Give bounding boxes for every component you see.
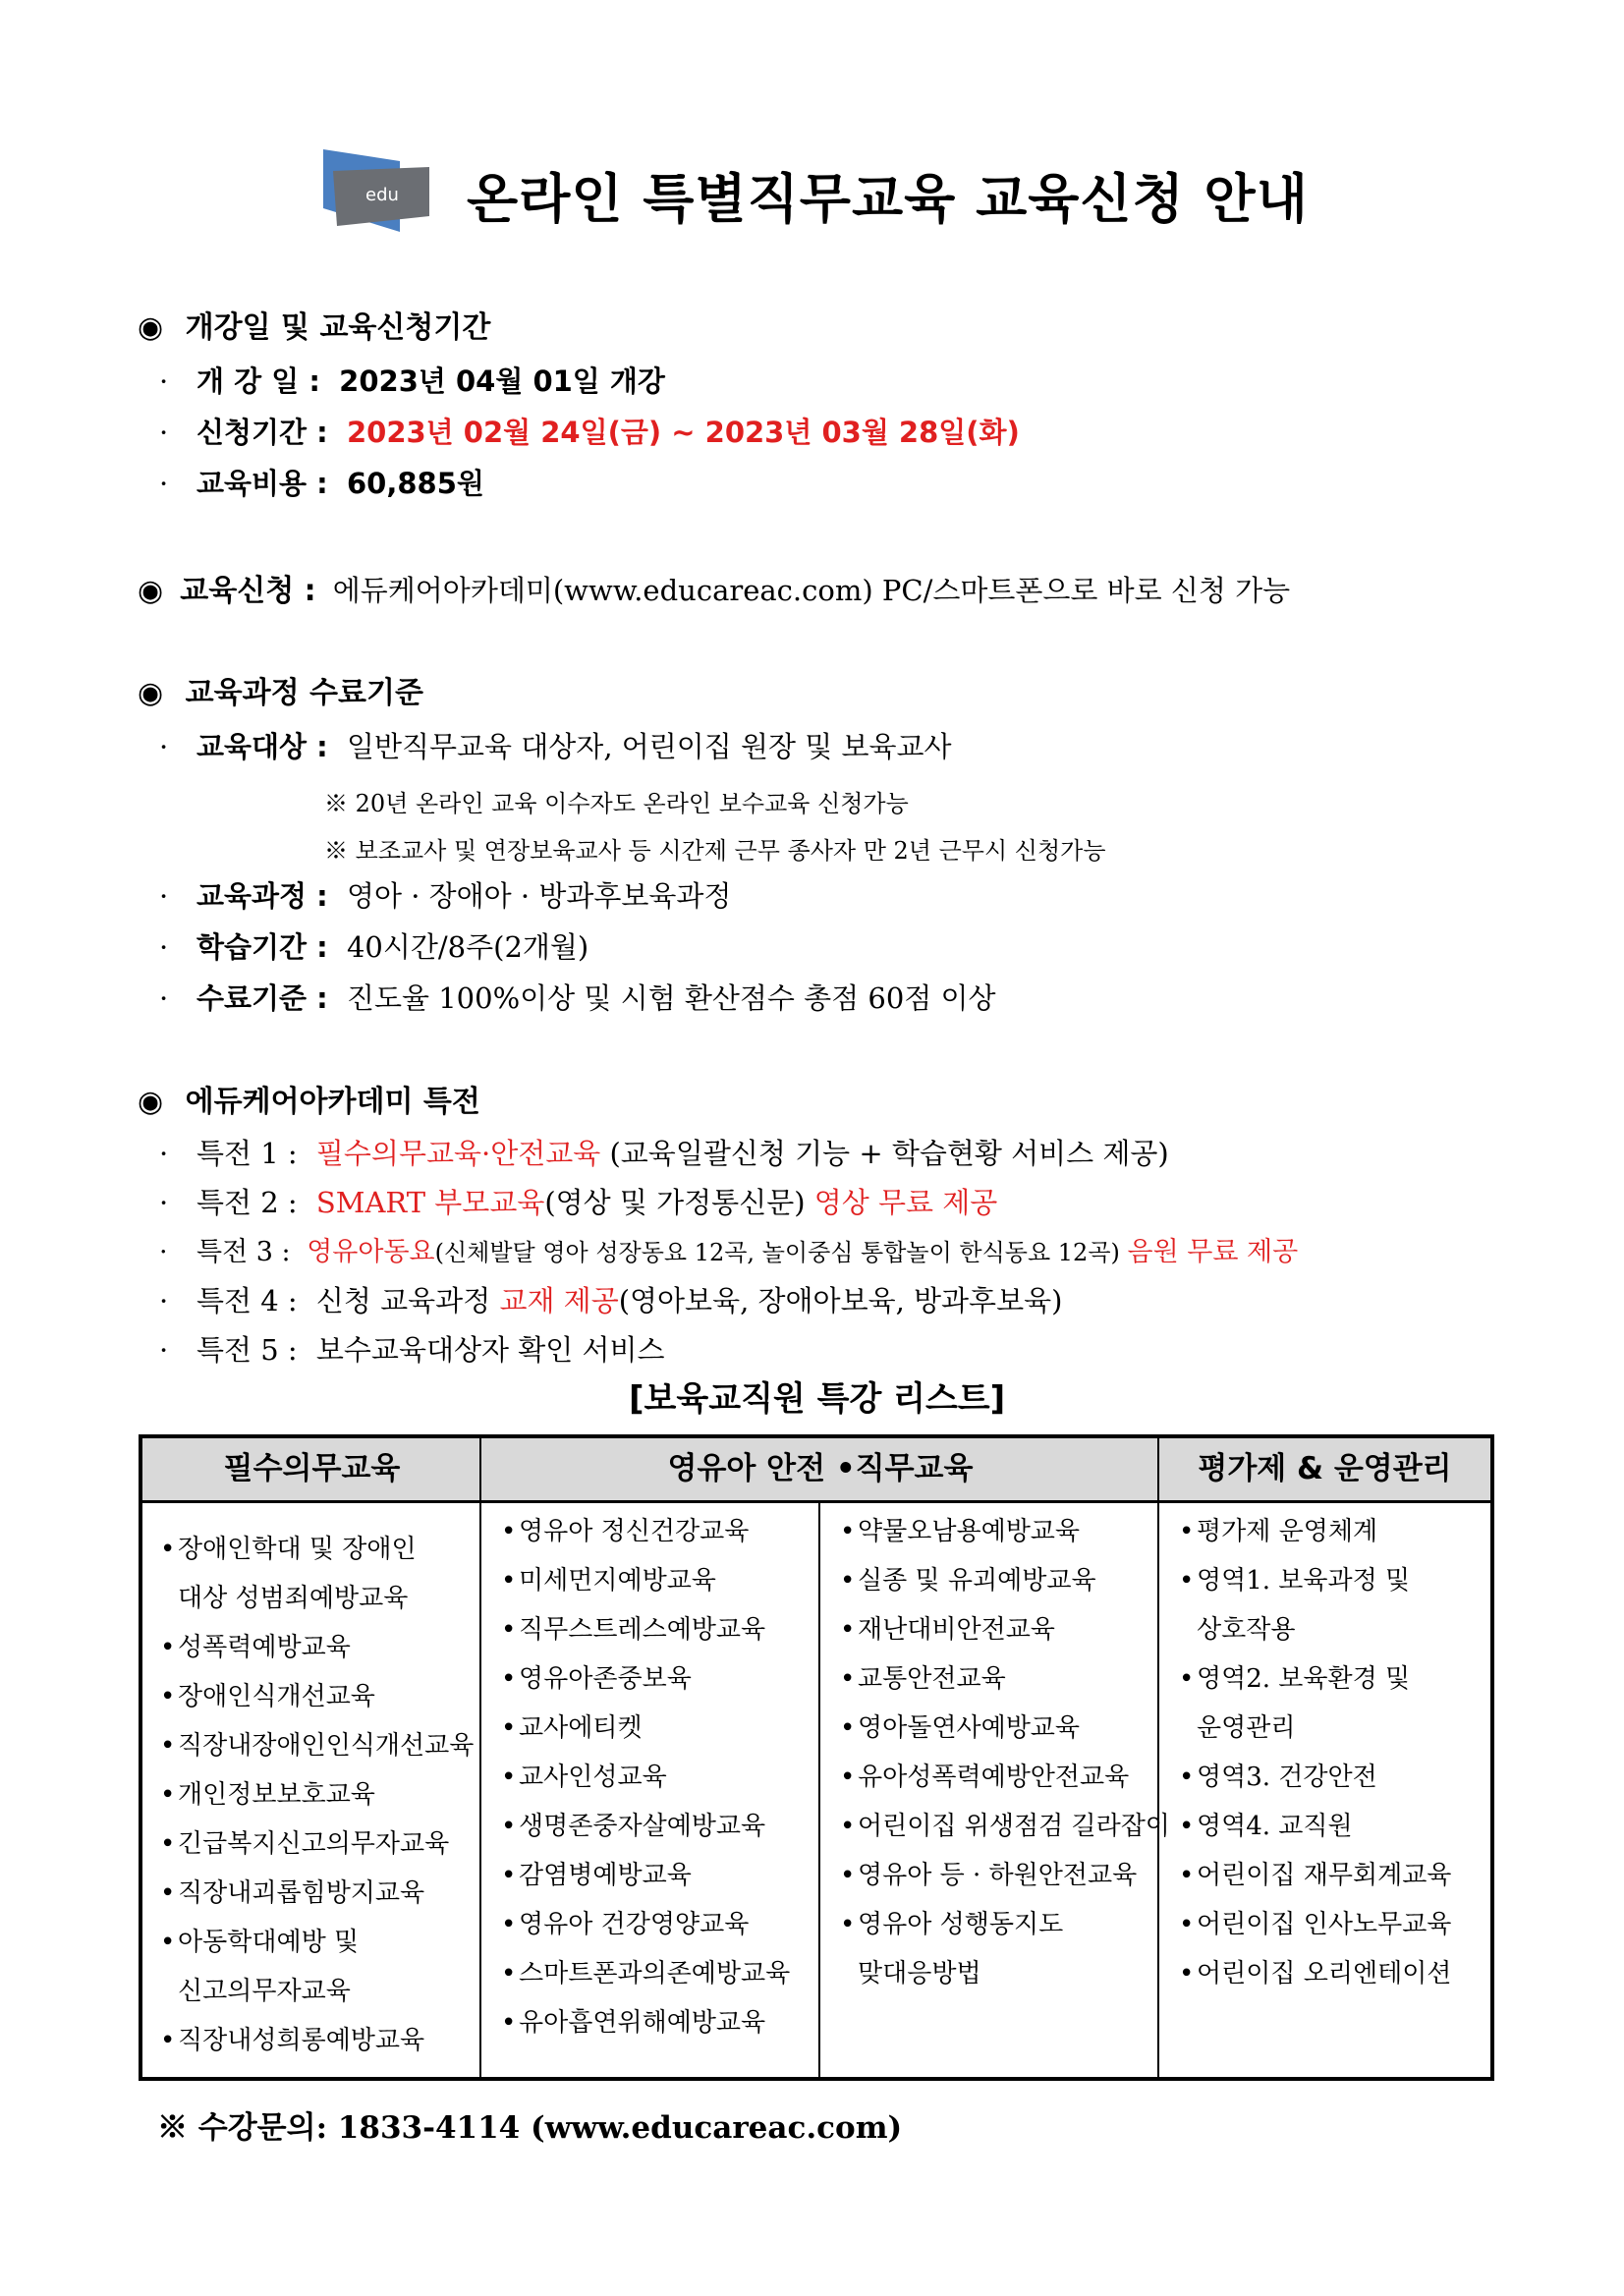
- target-row: · 교육대상 : 일반직무교육 대상자, 어린이집 원장 및 보육교사: [159, 730, 952, 763]
- list-item: [1179, 1654, 1451, 1704]
- benefit-5-label: 특전 5 :: [196, 1333, 298, 1367]
- course-label: 교육과정 :: [196, 879, 328, 913]
- benefit-3-label: 특전 3 :: [196, 1237, 291, 1267]
- bullet-icon: •: [501, 1812, 517, 1841]
- table-header-evaluation: 평가제 & 운영관리: [1198, 1451, 1452, 1486]
- opening-date-label: 개 강 일 :: [196, 364, 320, 398]
- study-period-row: · 학습기간 : 40시간/8주(2개월): [159, 930, 589, 964]
- list-item: [501, 1556, 790, 1605]
- benefit-1-label: 특전 1 :: [196, 1137, 298, 1170]
- bullet-icon: •: [840, 1763, 856, 1792]
- benefit-1-row: · 특전 1 : 필수의무교육·안전교육 (교육일괄신청 기능 + 학습현황 서비스 제공): [159, 1137, 1169, 1170]
- contact-footer: ※ 수강문의: 1833-4114 (www.educareac.com): [157, 2110, 903, 2146]
- bullet-icon: •: [160, 1878, 176, 1908]
- section-heading-text: 에듀케어아카데미 특전: [185, 1085, 480, 1119]
- list-item-text: 유아흡연위해예방교육: [519, 2008, 766, 2038]
- bullet-icon: •: [160, 1682, 176, 1711]
- list-item-text: 영유아 등 · 하원안전교육: [858, 1861, 1138, 1890]
- table-header-mandatory: 필수의무교육: [223, 1451, 401, 1486]
- list-item-text: 영유아 성행동지도: [858, 1910, 1064, 1939]
- criteria-value: 진도율 100%이상 및 시험 환산점수 총점 60점 이상: [346, 981, 996, 1015]
- benefit-2-row: · 특전 2 : SMART 부모교육(영상 및 가정통신문) 영상 무료 제공: [159, 1186, 998, 1219]
- bullet-icon: •: [840, 1615, 856, 1645]
- bullet-icon: •: [1179, 1763, 1195, 1792]
- section-marker-icon: ◉: [138, 574, 164, 608]
- bullet-icon: •: [840, 1713, 856, 1743]
- benefit-3-highlight: 영유아동요: [307, 1237, 435, 1267]
- page-title: 온라인 특별직무교육 교육신청 안내: [467, 168, 1309, 230]
- list-item: [501, 1949, 790, 1998]
- benefit-2-label: 특전 2 :: [196, 1186, 298, 1219]
- list-item: [160, 1623, 474, 1672]
- list-item: [840, 1556, 1170, 1605]
- benefit-1-highlight: 필수의무교육·안전교육: [315, 1137, 601, 1170]
- list-item: [160, 1820, 474, 1869]
- bullet-icon: •: [160, 1829, 176, 1859]
- bullet-icon: •: [501, 1517, 517, 1546]
- bullet-icon: •: [1179, 1566, 1195, 1596]
- list-item: [501, 1605, 790, 1654]
- section-opening-heading: [138, 303, 490, 346]
- list-item-text: 영역1. 보육과정 및: [1197, 1566, 1411, 1596]
- list-item-text: 영유아 건강영양교육: [519, 1910, 750, 1939]
- section-marker-icon: ◉: [138, 1085, 164, 1119]
- bullet-icon: •: [1179, 1959, 1195, 1988]
- course-value: 영아 · 장애아 · 방과후보육과정: [346, 879, 732, 913]
- list-item: [1179, 1802, 1451, 1851]
- bullet-icon: •: [501, 1713, 517, 1743]
- list-item-text: 대상 성범죄예방교육: [178, 1584, 409, 1613]
- list-item: [501, 1998, 790, 2047]
- safety-list-1: [501, 1507, 790, 2047]
- list-item: [501, 1704, 790, 1753]
- cost-row: · 교육비용 : 60,885원: [159, 467, 484, 500]
- bullet-icon: •: [840, 1861, 856, 1890]
- benefit-4-row: · 특전 4 : 신청 교육과정 교재 제공(영아보육, 장애아보육, 방과후보육): [159, 1284, 1063, 1317]
- list-item-text: 영역3. 건강안전: [1197, 1763, 1377, 1792]
- bullet-icon: •: [160, 1535, 176, 1564]
- note-1: ※ 20년 온라인 교육 이수자도 온라인 보수교육 신청가능: [324, 790, 909, 817]
- list-item-text: 평가제 운영체계: [1197, 1517, 1378, 1546]
- bullet-icon: •: [840, 1566, 856, 1596]
- list-item: [160, 1967, 474, 2016]
- list-item-text: 스마트폰과의존예방교육: [519, 1959, 791, 1988]
- list-item: [1179, 1753, 1451, 1802]
- list-item-text: 신고의무자교육: [178, 1977, 351, 2006]
- list-item-text: 아동학대예방 및: [178, 1928, 360, 1957]
- bullet-icon: •: [501, 1615, 517, 1645]
- benefit-4-text: 신청 교육과정: [315, 1284, 500, 1317]
- column-divider: [818, 1503, 820, 2077]
- benefit-4-highlight: 교재 제공: [499, 1284, 619, 1317]
- bullet-icon: •: [1179, 1664, 1195, 1694]
- evaluation-list: [1179, 1507, 1451, 1998]
- bullet-icon: •: [1179, 1910, 1195, 1939]
- list-item: [1179, 1704, 1451, 1753]
- bullet-icon: •: [160, 1928, 176, 1957]
- list-item-text: 교사에티켓: [519, 1713, 643, 1743]
- list-item: [501, 1802, 790, 1851]
- list-item-text: 교통안전교육: [858, 1664, 1006, 1694]
- list-item-text: 미세먼지예방교육: [519, 1566, 716, 1596]
- bullet-icon: •: [501, 1763, 517, 1792]
- list-item-text: 운영관리: [1197, 1713, 1296, 1743]
- list-item-text: 직무스트레스예방교육: [519, 1615, 766, 1645]
- list-item-text: 생명존중자살예방교육: [519, 1812, 766, 1841]
- bullet-icon: •: [840, 1910, 856, 1939]
- bullet-icon: •: [1179, 1812, 1195, 1841]
- list-item-text: 성폭력예방교육: [178, 1633, 351, 1662]
- bullet-icon: •: [501, 1959, 517, 1988]
- list-item-text: 감염병예방교육: [519, 1861, 692, 1890]
- bullet-icon: •: [501, 1861, 517, 1890]
- list-item: [501, 1507, 790, 1556]
- list-item: [1179, 1605, 1451, 1654]
- list-item: [1179, 1949, 1451, 1998]
- list-item: [840, 1900, 1170, 1949]
- criteria-label: 수료기준 :: [196, 981, 328, 1015]
- target-value: 일반직무교육 대상자, 어린이집 원장 및 보육교사: [346, 730, 952, 763]
- list-item: [840, 1802, 1170, 1851]
- list-item: [160, 2016, 474, 2065]
- list-item: [160, 1574, 474, 1623]
- opening-date-row: · 개 강 일 : 2023년 04월 01일 개강: [159, 364, 665, 398]
- list-item: [501, 1654, 790, 1704]
- list-item: [840, 1949, 1170, 1998]
- list-item: [1179, 1851, 1451, 1900]
- list-item: [501, 1851, 790, 1900]
- list-item: [501, 1753, 790, 1802]
- bullet-icon: •: [501, 1910, 517, 1939]
- section-heading-text: 교육과정 수료기준: [185, 676, 423, 710]
- bullet-icon: •: [160, 2026, 176, 2055]
- application-period-label: 신청기간 :: [196, 416, 328, 449]
- list-item-text: 긴급복지신고의무자교육: [178, 1829, 450, 1859]
- cost-label: 교육비용 :: [196, 467, 328, 500]
- list-item-text: 실종 및 유괴예방교육: [858, 1566, 1096, 1596]
- mandatory-list: [160, 1525, 474, 2065]
- benefit-4-text-2: (영아보육, 장애아보육, 방과후보육): [618, 1284, 1063, 1317]
- list-item-text: 어린이집 오리엔테이션: [1197, 1959, 1452, 1988]
- list-item-text: 어린이집 재무회계교육: [1197, 1861, 1452, 1890]
- list-item-text: 직장내성희롱예방교육: [178, 2026, 425, 2055]
- list-item: [160, 1672, 474, 1721]
- column-divider: [479, 1438, 481, 2077]
- list-item-text: 영아돌연사예방교육: [858, 1713, 1081, 1743]
- application-period-value: 2023년 02월 24일(금) ~ 2023년 03월 28일(화): [346, 416, 1020, 449]
- list-item-text: 영유아 정신건강교육: [519, 1517, 750, 1546]
- table-header-row: [142, 1438, 1490, 1503]
- study-period-value: 40시간/8주(2개월): [346, 930, 589, 964]
- list-item: [840, 1605, 1170, 1654]
- list-item: [840, 1753, 1170, 1802]
- lecture-table: [139, 1434, 1494, 2081]
- application-row: [138, 566, 1290, 609]
- list-item: [160, 1770, 474, 1820]
- section-marker-icon: ◉: [138, 676, 164, 710]
- target-label: 교육대상 :: [196, 730, 328, 763]
- bullet-icon: •: [160, 1780, 176, 1810]
- list-item-text: 어린이집 인사노무교육: [1197, 1910, 1452, 1939]
- bullet-icon: •: [1179, 1861, 1195, 1890]
- list-item-text: 재난대비안전교육: [858, 1615, 1055, 1645]
- list-item: [160, 1721, 474, 1770]
- list-item-text: 교사인성교육: [519, 1763, 667, 1792]
- list-item-text: 개인정보보호교육: [178, 1780, 375, 1810]
- study-period-label: 학습기간 :: [196, 930, 328, 964]
- list-item-text: 영역4. 교직원: [1197, 1812, 1353, 1841]
- list-item-text: 맞대응방법: [858, 1959, 981, 1988]
- benefit-3-highlight-2: 음원 무료 제공: [1127, 1237, 1299, 1267]
- bullet-icon: •: [160, 1633, 176, 1662]
- list-item: [1179, 1556, 1451, 1605]
- application-heading: 교육신청 :: [180, 574, 316, 608]
- application-period-row: · 신청기간 : 2023년 02월 24일(금) ~ 2023년 03월 28일(화): [159, 416, 1020, 449]
- list-item: [1179, 1507, 1451, 1556]
- bullet-icon: •: [501, 1566, 517, 1596]
- table-header-safety: 영유아 안전 •직무교육: [667, 1451, 974, 1486]
- list-item-text: 영역2. 보육환경 및: [1197, 1664, 1411, 1694]
- application-value: 에듀케어아카데미(www.educareac.com) PC/스마트폰으로 바로 신청 가능: [332, 574, 1291, 607]
- list-item-text: 영유아존중보육: [519, 1664, 692, 1694]
- opening-date-value: 2023년 04월 01일 개강: [339, 364, 665, 398]
- list-item-text: 직장내괴롭힘방지교육: [178, 1878, 425, 1908]
- list-item-text: 장애인식개선교육: [178, 1682, 375, 1711]
- benefit-2-highlight-2: 영상 무료 제공: [813, 1186, 998, 1219]
- benefit-5-row: · 특전 5 : 보수교육대상자 확인 서비스: [159, 1333, 665, 1367]
- bullet-icon: •: [840, 1664, 856, 1694]
- list-item-text: 어린이집 위생점검 길라잡이: [858, 1812, 1170, 1841]
- bullet-icon: •: [501, 1664, 517, 1694]
- list-item: [840, 1654, 1170, 1704]
- list-item: [840, 1851, 1170, 1900]
- bullet-icon: •: [160, 1731, 176, 1761]
- benefit-2-highlight: SMART 부모교육: [315, 1186, 545, 1219]
- section-benefit-heading: [138, 1077, 480, 1120]
- criteria-row: · 수료기준 : 진도율 100%이상 및 시험 환산점수 총점 60점 이상: [159, 981, 996, 1015]
- bullet-icon: •: [840, 1812, 856, 1841]
- bullet-icon: •: [1179, 1517, 1195, 1546]
- section-course-heading: [138, 668, 423, 711]
- bullet-icon: •: [501, 2008, 517, 2038]
- list-item-text: 직장내장애인인식개선교육: [178, 1731, 475, 1761]
- benefit-3-row: · 특전 3 : 영유아동요(신체발달 영아 성장동요 12곡, 놀이중심 통합놀이 한식동요 12곡) 음원 무료 제공: [159, 1237, 1299, 1267]
- cost-value: 60,885원: [346, 467, 484, 500]
- bullet-icon: •: [840, 1517, 856, 1546]
- logo-text: edu: [365, 185, 399, 205]
- list-item: [840, 1507, 1170, 1556]
- lecture-list-title: [보육교직원 특강 리스트]: [629, 1379, 1006, 1419]
- section-heading-text: 개강일 및 교육신청기간: [185, 310, 491, 345]
- list-item-text: 약물오남용예방교육: [858, 1517, 1081, 1546]
- note-2: ※ 보조교사 및 연장보육교사 등 시간제 근무 종사자 만 2년 근무시 신청가능: [324, 837, 1106, 865]
- list-item: [840, 1704, 1170, 1753]
- list-item-text: 유아성폭력예방안전교육: [858, 1763, 1130, 1792]
- list-item-text: 상호작용: [1197, 1615, 1296, 1645]
- list-item: [160, 1525, 474, 1574]
- benefit-2-text: (영상 및 가정통신문): [544, 1186, 814, 1219]
- list-item: [501, 1900, 790, 1949]
- list-item-text: 장애인학대 및 장애인: [178, 1535, 417, 1564]
- list-item: [160, 1869, 474, 1918]
- course-row: · 교육과정 : 영아 · 장애아 · 방과후보육과정: [159, 879, 732, 913]
- benefit-1-text: (교육일괄신청 기능 + 학습현황 서비스 제공): [600, 1137, 1169, 1170]
- benefit-5-text: 보수교육대상자 확인 서비스: [315, 1333, 665, 1367]
- edu-logo-icon: [319, 147, 437, 236]
- benefit-4-label: 특전 4 :: [196, 1284, 298, 1317]
- safety-list-2: [840, 1507, 1170, 1998]
- benefit-3-text: (신체발달 영아 성장동요 12곡, 놀이중심 통합놀이 한식동요 12곡): [434, 1239, 1128, 1266]
- list-item: [160, 1918, 474, 1967]
- list-item: [1179, 1900, 1451, 1949]
- section-marker-icon: ◉: [138, 310, 164, 345]
